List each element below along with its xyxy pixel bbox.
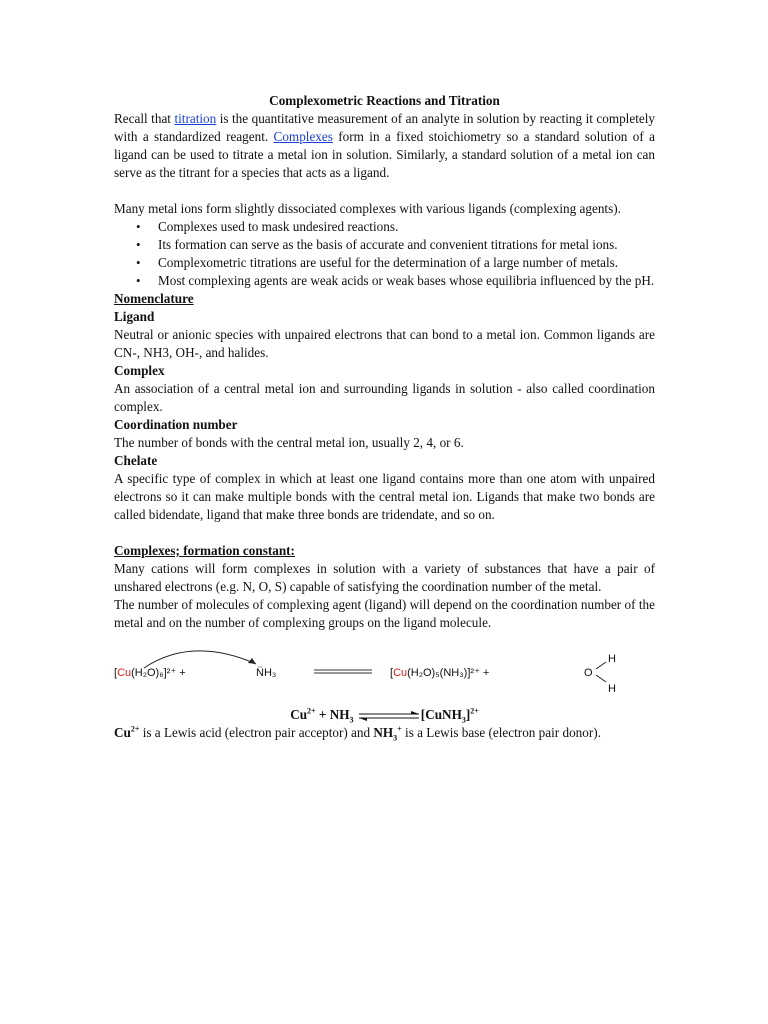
chelate-heading: Chelate: [114, 453, 158, 468]
spacer: [114, 524, 655, 542]
complexes-link[interactable]: Complexes: [273, 129, 333, 144]
water-hydrogen: H: [608, 683, 616, 695]
list-item: • Complexes used to mask undesired reactions.: [158, 218, 655, 236]
list-item: • Its formation can serve as the basis of accurate and convenient titrations for metal ions.: [158, 236, 655, 254]
chelate-text: A specific type of complex in which at least one ligand contains more than one atom with unpaired electrons so it can make multiple bonds with the central metal ion. Ligands that make two bonds are called bidendate, ligand that make three bonds are tridendate, and so on.: [114, 471, 655, 522]
list-item: • Complexometric titrations are useful for the determination of a large number of metals.: [158, 254, 655, 272]
intro-text-3: form in a fixed stoichiometry so a standard solution of a ligand can be used to titrate a metal ion in solution. Similarly, a standard solution of a metal ion can serve as the titrant for a species that acts as a ligand.: [114, 129, 655, 180]
intro-text-2: is the quantitative measurement of an analyte in solution by reacting it completely with a standardized reagent.: [114, 111, 655, 144]
formation-constant-heading: Complexes; formation constant:: [114, 543, 295, 558]
intro-text-1: Recall that: [114, 111, 175, 126]
water-oxygen: O: [584, 667, 593, 679]
reaction-image: [114, 642, 655, 704]
spacer: [114, 182, 655, 200]
nomenclature-heading: Nomenclature: [114, 291, 194, 306]
page-title: Complexometric Reactions and Titration: [269, 93, 500, 108]
coordination-number-heading: Coordination number: [114, 417, 238, 432]
lewis-paragraph: $Cu^{2+}$ is a Lewis acid (electron pair acceptor) and $NH_3^+$ is a Lewis base (electron pair donor).: [114, 724, 601, 743]
formation-text-1: Many cations will form complexes in solution with a variety of substances that have a pair of unshared electrons (e.g. N, O, S) capable of satisfying the coordination number of the metal.: [114, 561, 655, 594]
complex-heading: Complex: [114, 363, 165, 378]
metal-ions-paragraph: Many metal ions form slightly dissociated complexes with various ligands (complexing agents).: [114, 201, 621, 216]
coordination-number-text: The number of bonds with the central metal ion, usually 2, 4, or 6.: [114, 435, 464, 450]
equilibrium-arrows: [357, 711, 421, 721]
bullet-list: [114, 218, 655, 290]
document-page: [114, 92, 655, 742]
intro-paragraph: [114, 110, 655, 182]
water-hydrogen: H: [608, 653, 616, 665]
reactant-complex: [Cu(H₂O)₆]²⁺ +: [114, 667, 186, 679]
complex-text: An association of a central metal ion and surrounding ligands in solution - also called coordination complex.: [114, 381, 655, 414]
ligand-text: Neutral or anionic species with unpaired electrons that can bond to a metal ion. Common ligands are CN-, NH3, OH-, and halides.: [114, 327, 655, 360]
product-complex: [Cu(H₂O)₅(NH₃)]²⁺ +: [390, 667, 490, 679]
reaction-arrows: [114, 642, 655, 704]
list-item: • Most complexing agents are weak acids or weak bases whose equilibria influenced by the pH.: [158, 272, 655, 290]
titration-link[interactable]: titration: [174, 111, 217, 126]
ammonia-ligand: N̈H₃: [256, 667, 277, 679]
ligand-heading: Ligand: [114, 309, 155, 324]
equilibrium-equation: $Cu^{2+} + NH_3$ [CuNH$_3$]$^{2+}$: [290, 706, 479, 725]
formation-text-2: The number of molecules of complexing agent (ligand) will depend on the coordination number of the metal and on the number of complexing groups on the ligand molecule.: [114, 597, 655, 630]
